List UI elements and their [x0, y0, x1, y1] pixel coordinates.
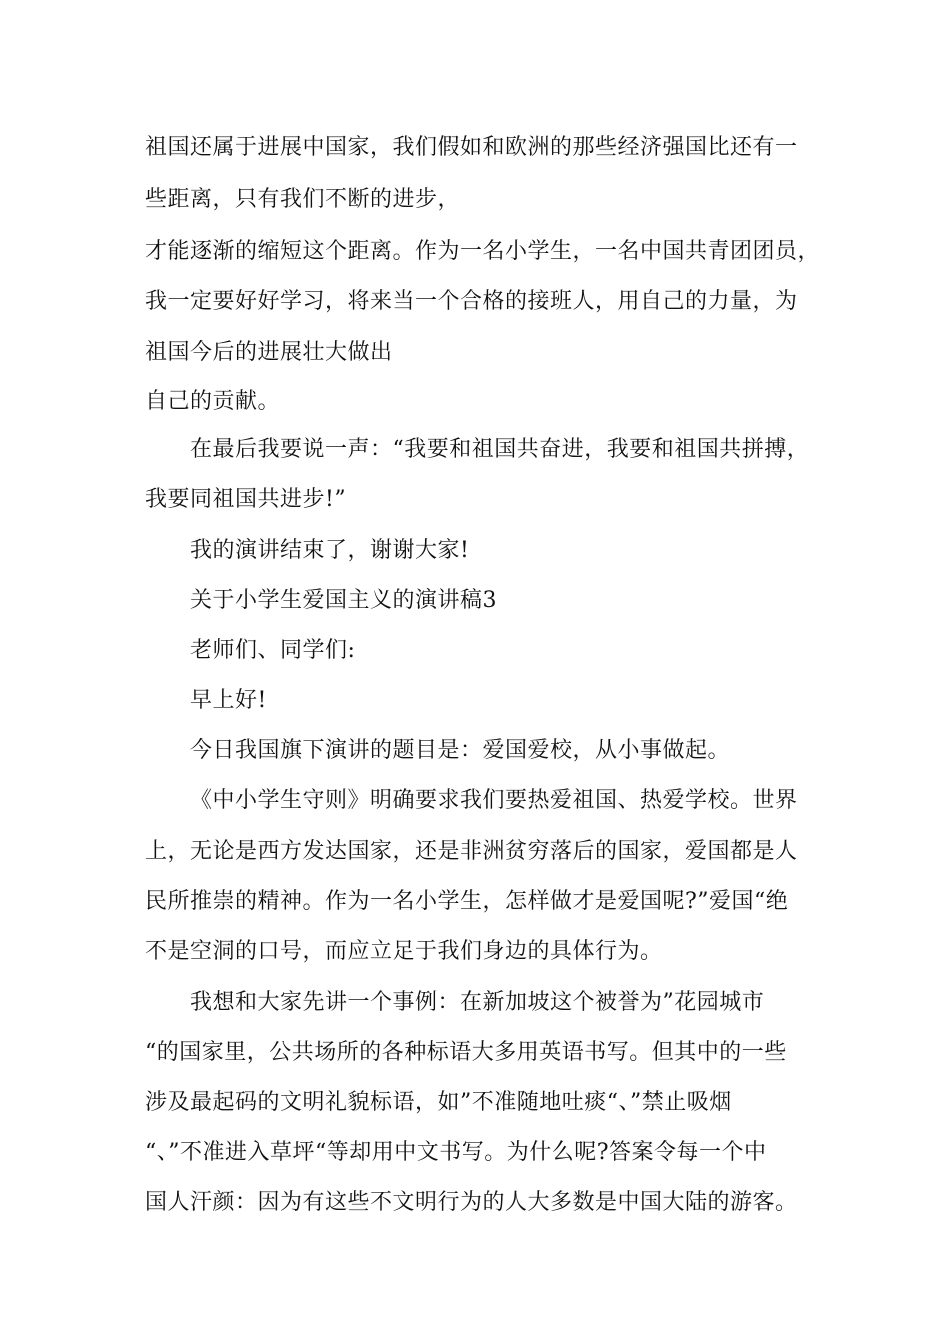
text-line: 早上好! — [190, 688, 267, 713]
section-heading: 关于小学生爱国主义的演讲稿3 — [190, 588, 497, 613]
text-line: “、”不准进入草坪“等却用中文书写。为什么呢?答案令每一个中 — [145, 1140, 767, 1165]
text-line: 国人汗颜：因为有这些不文明行为的人大多数是中国大陆的游客。 — [145, 1190, 798, 1215]
text-line: 民所推崇的精神。作为一名小学生，怎样做才是爱国呢?”爱国“绝 — [145, 889, 789, 914]
text-line: 上，无论是西方发达国家，还是非洲贫穷落后的国家，爱国都是人 — [145, 839, 798, 864]
text-line: 自己的贡献。 — [145, 389, 281, 414]
text-line: 才能逐渐的缩短这个距离。作为一名小学生，一名中国共青团团员， — [145, 239, 821, 264]
text-line: 祖国今后的进展壮大做出 — [145, 340, 393, 365]
text-line: 老师们、同学们: — [190, 638, 356, 663]
text-line: 我要同祖国共进步!” — [145, 487, 347, 512]
text-line: 我的演讲结束了，谢谢大家! — [190, 538, 470, 563]
text-line: “的国家里，公共场所的各种标语大多用英语书写。但其中的一些 — [145, 1040, 787, 1065]
text-line: 些距离，只有我们不断的进步， — [145, 187, 461, 212]
text-line: 我一定要好好学习，将来当一个合格的接班人，用自己的力量，为 — [145, 289, 798, 314]
text-line: 不是空洞的口号，而应立足于我们身边的具体行为。 — [145, 939, 663, 964]
text-line: 祖国还属于进展中国家，我们假如和欧洲的那些经济强国比还有一 — [145, 135, 798, 160]
text-line: 今日我国旗下演讲的题目是：爱国爱校，从小事做起。 — [190, 738, 731, 763]
text-line: 我想和大家先讲一个事例：在新加坡这个被誉为”花园城市 — [190, 990, 765, 1015]
text-line: 《中小学生守则》明确要求我们要热爱祖国、热爱学校。世界 — [190, 788, 798, 813]
text-line: 涉及最起码的文明礼貌标语，如”不准随地吐痰“、”禁止吸烟 — [145, 1090, 732, 1115]
text-line: 在最后我要说一声：“我要和祖国共奋进，我要和祖国共拼搏， — [190, 437, 810, 462]
